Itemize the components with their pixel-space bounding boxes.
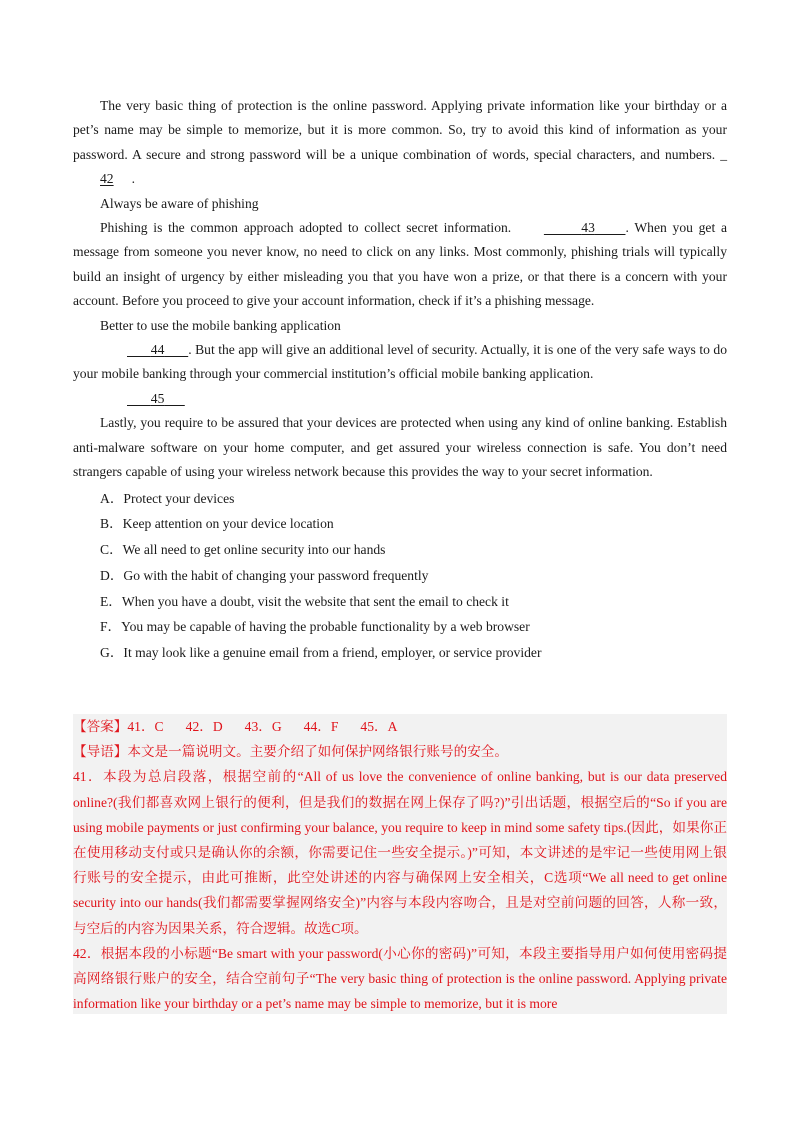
paragraph-text: . When you get a message from someone you never know, no need to click on any links. Most commonly, phishing trials will typically build an insight of urgency by either misleading you that you have won a prize, or that there is a concern with your account. Before you proceed to give your account information, check if it’s a phishing message. xyxy=(73,220,727,309)
heading-phishing: Always be aware of phishing xyxy=(100,195,259,211)
heading-45 xyxy=(73,387,727,411)
paragraph-end: . xyxy=(131,171,135,187)
option-letter: E． xyxy=(100,593,122,609)
answer-key xyxy=(73,714,727,739)
blank-43 xyxy=(517,216,626,240)
option-c xyxy=(73,537,727,563)
option-text: When you have a doubt, visit the website that sent the email to check it xyxy=(121,593,509,609)
option-text: Protect your devices xyxy=(123,490,235,506)
answer-section xyxy=(73,714,727,1014)
options-list xyxy=(73,486,727,667)
option-g xyxy=(73,640,727,666)
heading-mobile: Better to use the mobile banking application xyxy=(100,317,341,333)
blank-42: 42 xyxy=(100,171,114,187)
paragraph-text: Phishing is the common approach adopted to collect secret information. xyxy=(100,220,512,236)
guide-label: 【导语】 xyxy=(73,744,128,760)
option-letter: F． xyxy=(100,619,122,635)
answer-item: 42．D xyxy=(185,719,223,734)
option-a xyxy=(73,486,727,512)
option-text: Keep attention on your device location xyxy=(122,516,334,532)
option-text: You may be capable of having the probable functionality by a web browser xyxy=(121,619,530,635)
paragraph-password xyxy=(73,94,727,192)
option-letter: D． xyxy=(100,567,124,583)
option-text: We all need to get online security into our hands xyxy=(122,542,386,558)
blank-45 xyxy=(100,387,185,411)
blank-43-number: 43 xyxy=(581,220,595,236)
paragraph-phishing xyxy=(73,216,727,314)
paragraph-mobile xyxy=(73,338,727,387)
blank-44-number: 44 xyxy=(150,342,165,358)
option-letter: B． xyxy=(100,516,123,532)
passage xyxy=(73,94,727,666)
option-e xyxy=(73,589,727,615)
option-letter: A． xyxy=(100,490,124,506)
paragraph-devices: Lastly, you require to be assured that your devices are protected when using any kind of online banking. Establish anti-malware software on your home computer, and get assured your wireless connection is safe. You don’t need strangers capable of using your wireless network because this provides the way to your secret information. xyxy=(73,415,727,480)
answer-label: 【答案】 xyxy=(73,719,128,734)
explanation-42: 42．根据本段的小标题“Be smart with your password(小心你的密码)”可知，本段主要指导用户如何使用密码提高网络银行账户的安全，结合空前句子“The very basic thing of protection is the online password. Applying private information like your birthday or a pet’s name may be simple to memorize, but it is more xyxy=(73,945,727,1012)
answer-item: 41．C xyxy=(127,719,164,734)
paragraph-text: . But the app will give an additional level of security. Actually, it is one of the very safe ways to do your mobile banking through your commercial institution’s official mobile banking application. xyxy=(73,342,727,382)
blank-45-number: 45 xyxy=(150,390,165,406)
option-b xyxy=(73,511,727,537)
blank-44 xyxy=(100,338,188,362)
answer-item: 44．F xyxy=(303,719,339,734)
blank-lead: _ xyxy=(720,146,727,162)
option-text: It may look like a genuine email from a friend, employer, or service provider xyxy=(123,645,542,661)
option-text: Go with the habit of changing your password frequently xyxy=(123,567,429,583)
answer-item: 45．A xyxy=(360,719,398,734)
guide-text: 本文是一篇说明文。主要介绍了如何保护网络银行账号的安全。 xyxy=(127,744,508,760)
option-letter: C． xyxy=(100,542,123,558)
option-letter: G． xyxy=(100,645,124,661)
option-d xyxy=(73,563,727,589)
guide xyxy=(73,739,727,764)
answer-item: 43．G xyxy=(244,719,282,734)
paragraph-text: The very basic thing of protection is the online password. Applying private information like your birthday or a pet’s name may be simple to memorize, but it is more common. So, try to avoid this kind of information as your password. A secure and strong password will be a unique combination of words, special characters, and numbers. xyxy=(73,98,727,162)
explanation-41: 41．本段为总启段落，根据空前的“All of us love the convenience of online banking, but is our data preserved online?(我们都喜欢网上银行的便利，但是我们的数据在网上保存了吗?)”引出话题，根据空后的“So if you are using mobile payments or just confirming your balance, you require to keep in mind some safety tips.(因此，如果你正在使用移动支付或只是确认你的余额，你需要记住一些安全提示。)”可知，本文讲述的是牢记一些使用网上银行账号的安全提示，由此可推断，此空处讲述的内容与确保网上安全相关，C选项“We all need to get online security into our hands(我们都需要掌握网络安全)”内容与本段内容吻合，且是对空前问题的回答，人称一致，与空后的内容为因果关系，符合逻辑。故选C项。 xyxy=(73,769,727,936)
option-f xyxy=(73,614,727,640)
